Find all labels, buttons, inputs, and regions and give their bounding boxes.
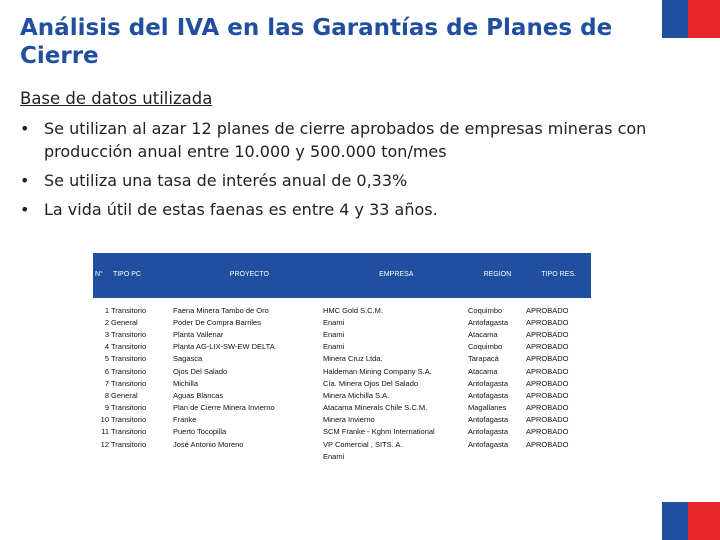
cell-proyecto: Franke bbox=[173, 415, 197, 425]
cell-resolucion: APROBADO bbox=[526, 378, 569, 388]
cell-number: 6 bbox=[104, 366, 109, 376]
bullet-list bbox=[20, 117, 680, 227]
header-resolucion: TIPO RES. bbox=[541, 271, 576, 278]
header-number: N° bbox=[95, 271, 103, 278]
cell-empresa: Minera Cruz Ltda. bbox=[323, 354, 383, 364]
cell-region: Antofagasta bbox=[468, 439, 509, 449]
accent-blue-stripe bbox=[662, 502, 688, 540]
accent-blue-stripe bbox=[662, 0, 688, 38]
cell-empresa: Enami bbox=[323, 317, 345, 327]
table-row bbox=[93, 438, 591, 450]
table-row bbox=[93, 328, 591, 340]
cell-empresa: Enami bbox=[323, 329, 345, 339]
cell-tipo: Transitorio bbox=[111, 342, 147, 352]
cell-tipo: Transitorio bbox=[111, 366, 147, 376]
table-body bbox=[93, 298, 591, 462]
cell-empresa: VP Comercial , SITS. A. bbox=[323, 439, 403, 449]
bullet-dot: • bbox=[20, 200, 30, 219]
cell-resolucion: APROBADO bbox=[526, 342, 569, 352]
header-region: REGION bbox=[483, 271, 512, 278]
header-empresa: EMPRESA bbox=[379, 271, 414, 278]
bottom-accent-bar bbox=[662, 502, 720, 540]
cell-number: 10 bbox=[100, 415, 109, 425]
cell-region: Antofagasta bbox=[468, 317, 509, 327]
cell-number: 2 bbox=[104, 317, 109, 327]
slide-title: Análisis del IVA en las Garantías de Planes de Cierre bbox=[20, 15, 613, 69]
cell-region: Antofagasta bbox=[468, 378, 509, 388]
cell-proyecto: Poder De Compra Barriles bbox=[173, 317, 261, 327]
cell-tipo: Transitorio bbox=[111, 403, 147, 413]
bullet-text: La vida útil de estas faenas es entre 4 y 33 años. bbox=[44, 200, 438, 219]
header-proyecto: PROYECTO bbox=[229, 271, 269, 278]
cell-tipo: Transitorio bbox=[111, 439, 147, 449]
cell-resolucion: APROBADO bbox=[526, 439, 569, 449]
cell-tipo: Transitorio bbox=[111, 354, 147, 364]
cell-resolucion: APROBADO bbox=[526, 317, 569, 327]
table-row bbox=[93, 377, 591, 389]
cell-resolucion: APROBADO bbox=[526, 390, 569, 400]
cell-proyecto: Ojos Del Salado bbox=[173, 366, 228, 376]
cell-resolucion: APROBADO bbox=[526, 354, 569, 364]
accent-red-stripe bbox=[688, 0, 720, 38]
table-row bbox=[93, 402, 591, 414]
header-tipo: TIPO PC bbox=[112, 271, 141, 278]
bullet-item bbox=[20, 169, 680, 192]
cell-empresa: Cía. Minera Ojos Del Salado bbox=[323, 378, 419, 388]
cell-empresa: SCM Franke - Kghm International bbox=[323, 427, 435, 437]
cell-tipo: Transitorio bbox=[111, 427, 147, 437]
table-row bbox=[93, 304, 591, 316]
cell-number: 11 bbox=[101, 427, 109, 437]
cell-number: 12 bbox=[100, 439, 109, 449]
cell-number: 1 bbox=[104, 305, 109, 315]
cell-proyecto: Aguas Blancas bbox=[173, 390, 224, 400]
bullet-text: Se utiliza una tasa de interés anual de 0,33% bbox=[44, 171, 408, 190]
cell-tipo: General bbox=[111, 390, 138, 400]
cell-tipo: Transitorio bbox=[111, 378, 147, 388]
cell-resolucion: APROBADO bbox=[526, 415, 569, 425]
cell-proyecto: Plan de Cierre Minera Invierno bbox=[173, 403, 275, 413]
cell-empresa: Minera Invierno bbox=[323, 415, 375, 425]
cell-proyecto: Puerto Tocopilla bbox=[173, 427, 227, 437]
cell-empresa: Minera Michilla S.A. bbox=[323, 390, 390, 400]
top-accent-bar bbox=[662, 0, 720, 38]
table-row bbox=[93, 316, 591, 328]
accent-red-stripe bbox=[688, 502, 720, 540]
cell-proyecto: José Antonio Moreno bbox=[173, 439, 244, 449]
cell-number: 7 bbox=[104, 378, 109, 388]
table-row bbox=[93, 389, 591, 401]
table-row bbox=[93, 450, 591, 462]
cell-region: Antofagasta bbox=[468, 390, 509, 400]
cell-empresa: Enami bbox=[323, 451, 345, 461]
table-row bbox=[93, 365, 591, 377]
table-row bbox=[93, 353, 591, 365]
cell-tipo: Transitorio bbox=[111, 415, 147, 425]
cell-region: Antofagasta bbox=[468, 427, 509, 437]
cell-region: Atacama bbox=[468, 329, 498, 339]
cell-number: 4 bbox=[104, 342, 109, 352]
cell-proyecto: Faena Minera Tambo de Oro bbox=[173, 305, 269, 315]
cell-proyecto: Planta Vallenar bbox=[173, 329, 224, 339]
cell-region: Antofagasta bbox=[468, 415, 509, 425]
table-header bbox=[93, 253, 591, 298]
cell-tipo: General bbox=[111, 317, 138, 327]
cell-number: 5 bbox=[104, 354, 109, 364]
table-row bbox=[93, 341, 591, 353]
cell-resolucion: APROBADO bbox=[526, 403, 569, 413]
section-subtitle: Base de datos utilizada bbox=[20, 89, 213, 108]
cell-number: 8 bbox=[104, 390, 109, 400]
cell-proyecto: Planta AG-LIX-SW-EW DELTA bbox=[173, 342, 275, 352]
cell-tipo: Transitorio bbox=[111, 305, 147, 315]
cell-resolucion: APROBADO bbox=[526, 329, 569, 339]
cell-number: 3 bbox=[104, 329, 109, 339]
cell-empresa: HMC Gold S.C.M. bbox=[323, 305, 384, 315]
cell-resolucion: APROBADO bbox=[526, 366, 569, 376]
cell-region: Coquimbo bbox=[468, 305, 503, 315]
cell-region: Coquimbo bbox=[468, 342, 503, 352]
bullet-text: Se utilizan al azar 12 planes de cierre aprobados de empresas mineras con producción anual entre 10.000 y 500.000 ton/mes bbox=[44, 119, 647, 161]
cell-proyecto: Michilla bbox=[173, 378, 199, 388]
bullet-item bbox=[20, 198, 680, 221]
cell-region: Tarapacá bbox=[468, 354, 499, 364]
cell-proyecto: Sagasca bbox=[173, 354, 203, 364]
cell-number: 9 bbox=[104, 403, 109, 413]
table-row bbox=[93, 414, 591, 426]
cell-empresa: Atacama Minerals Chile S.C.M. bbox=[323, 403, 428, 413]
cell-region: Magallanes bbox=[468, 403, 507, 413]
bullet-item bbox=[20, 117, 680, 163]
cell-resolucion: APROBADO bbox=[526, 427, 569, 437]
cell-empresa: Enami bbox=[323, 342, 345, 352]
cell-region: Atacama bbox=[468, 366, 498, 376]
cell-tipo: Transitorio bbox=[111, 329, 147, 339]
plans-table bbox=[93, 253, 591, 462]
cell-resolucion: APROBADO bbox=[526, 305, 569, 315]
bullet-dot: • bbox=[20, 119, 30, 138]
cell-empresa: Haldeman Mining Company S.A. bbox=[323, 366, 432, 376]
bullet-dot: • bbox=[20, 171, 30, 190]
table-row bbox=[93, 426, 591, 438]
